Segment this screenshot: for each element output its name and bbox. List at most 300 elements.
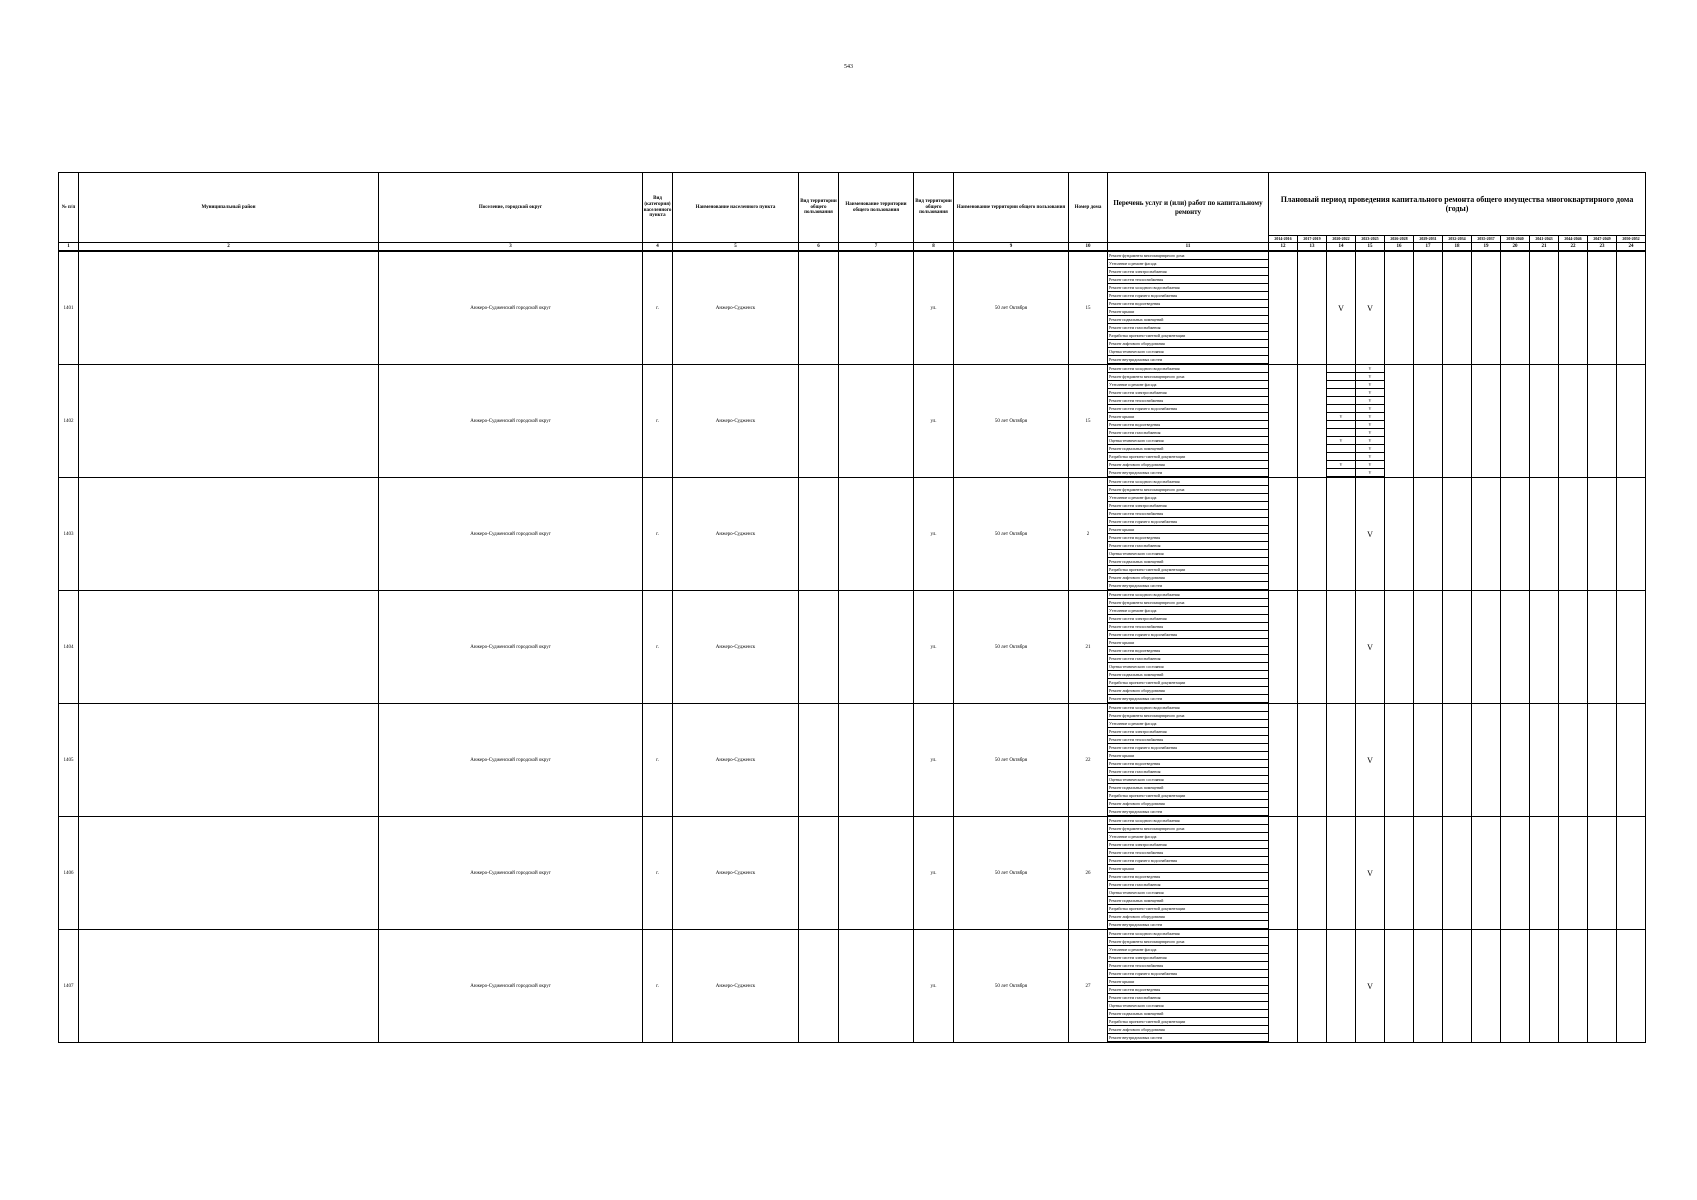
- work-item: Ремонт фундамента многоквартирного дома: [1108, 712, 1268, 720]
- column-number: 20: [1501, 243, 1530, 252]
- street-name-cell: 50 лет Октября: [954, 365, 1069, 478]
- period-mark-cell: [1530, 930, 1559, 1043]
- column-number: 2: [79, 243, 379, 252]
- table-row: [59, 591, 1646, 704]
- period-mark-cell: [1530, 704, 1559, 817]
- locality-name-cell: Анжеро-Судженск: [673, 251, 799, 365]
- territory-kind-cell: [799, 365, 839, 478]
- period-mark-cell: [1414, 591, 1443, 704]
- period-mark-cell: [1443, 365, 1472, 478]
- period-mark-cell: [1414, 365, 1443, 478]
- work-item: Ремонт систем горячего водоснабжения: [1108, 970, 1268, 978]
- work-item: Утепление и ремонт фасада: [1108, 607, 1268, 615]
- house-number-cell: 27: [1069, 930, 1108, 1043]
- work-item: Ремонт внутридомовых систем: [1108, 582, 1268, 590]
- period-mark: V: [1327, 437, 1355, 445]
- work-item: Ремонт крыши: [1108, 526, 1268, 534]
- work-item: Разработка проектно-сметной документации: [1108, 332, 1268, 340]
- house-number-cell: 22: [1069, 704, 1108, 817]
- work-item: Ремонт подвальных помещений: [1108, 897, 1268, 905]
- district-cell: [79, 930, 379, 1043]
- street-kind-cell: ул.: [914, 704, 954, 817]
- work-item: Ремонт систем водоотведения: [1108, 300, 1268, 308]
- period-mark-cell: [1298, 591, 1327, 704]
- work-item: Ремонт систем водоотведения: [1108, 986, 1268, 994]
- table-body: [59, 251, 1646, 1043]
- column-number: 14: [1327, 243, 1356, 252]
- work-item: Ремонт лифтового оборудования: [1108, 340, 1268, 348]
- settlement-cell: Анжеро-Судженский городской округ: [379, 251, 643, 365]
- work-item: Ремонт систем холодного водоснабжения: [1108, 704, 1268, 712]
- work-item: Ремонт подвальных помещений: [1108, 1010, 1268, 1018]
- street-name-cell: 50 лет Октября: [954, 704, 1069, 817]
- period-mark: V: [1356, 437, 1384, 445]
- column-number: 23: [1588, 243, 1617, 252]
- header-works-list: Перечень услуг и (или) работ по капитальному ремонту: [1108, 173, 1269, 243]
- work-item: Ремонт систем водоотведения: [1108, 421, 1268, 429]
- column-number: 3: [379, 243, 643, 252]
- work-item: Ремонт систем водоотведения: [1108, 534, 1268, 542]
- work-item: Ремонт систем горячего водоснабжения: [1108, 744, 1268, 752]
- territory-kind-cell: [799, 591, 839, 704]
- work-item: Ремонт систем теплоснабжения: [1108, 510, 1268, 518]
- period-mark-cell: [1414, 251, 1443, 365]
- period-mark: V: [1327, 413, 1355, 421]
- period-mark-cell: [1617, 478, 1646, 591]
- period-mark-cell: [1472, 817, 1501, 930]
- house-number-cell: 26: [1069, 817, 1108, 930]
- settlement-cell: Анжеро-Судженский городской округ: [379, 930, 643, 1043]
- work-item: Ремонт лифтового оборудования: [1108, 800, 1268, 808]
- table-row: [59, 704, 1646, 817]
- period-mark-cell: [1298, 817, 1327, 930]
- period-mark-list: [1356, 365, 1385, 478]
- house-number-cell: 21: [1069, 591, 1108, 704]
- period-mark-cell: [1588, 365, 1617, 478]
- period-header: 2032-2034: [1443, 236, 1472, 243]
- table-row: [59, 930, 1646, 1043]
- locality-kind-cell: г.: [643, 251, 673, 365]
- period-mark: V: [1356, 461, 1384, 469]
- work-item: Ремонт лифтового оборудования: [1108, 687, 1268, 695]
- work-item: Оценка технического состояния: [1108, 663, 1268, 671]
- work-item: Ремонт систем холодного водоснабжения: [1108, 930, 1268, 938]
- district-cell: [79, 704, 379, 817]
- period-header: 2038-2040: [1501, 236, 1530, 243]
- period-mark-cell: [1385, 930, 1414, 1043]
- period-mark-cell: [1327, 591, 1356, 704]
- period-header: 2050-2052: [1617, 236, 1646, 243]
- work-item: Утепление и ремонт фасада: [1108, 260, 1268, 268]
- row-number: 1405: [59, 704, 79, 817]
- period-mark-cell: [1559, 365, 1588, 478]
- work-item: Утепление и ремонт фасада: [1108, 381, 1268, 389]
- work-item: Ремонт систем холодного водоснабжения: [1108, 365, 1268, 373]
- column-number: 16: [1385, 243, 1414, 252]
- territory-kind-cell: [799, 251, 839, 365]
- works-list-cell: [1108, 591, 1269, 704]
- header-territory-name-1: Наименование территории общего пользования: [839, 173, 914, 243]
- work-item: Ремонт систем теплоснабжения: [1108, 397, 1268, 405]
- work-item: Ремонт систем горячего водоснабжения: [1108, 405, 1268, 413]
- column-number: 12: [1269, 243, 1298, 252]
- period-mark-cell: [1327, 704, 1356, 817]
- period-mark-cell: [1530, 365, 1559, 478]
- column-number-row: [59, 243, 1646, 252]
- street-kind-cell: ул.: [914, 930, 954, 1043]
- column-number: 5: [673, 243, 799, 252]
- work-item: Ремонт фундамента многоквартирного дома: [1108, 373, 1268, 381]
- work-item: Ремонт фундамента многоквартирного дома: [1108, 938, 1268, 946]
- column-number: 1: [59, 243, 79, 252]
- period-mark-cell: [1559, 704, 1588, 817]
- work-item: Утепление и ремонт фасада: [1108, 946, 1268, 954]
- work-item: Ремонт внутридомовых систем: [1108, 356, 1268, 364]
- period-mark-cell: [1530, 251, 1559, 365]
- period-mark-cell: [1385, 704, 1414, 817]
- work-item: Ремонт крыши: [1108, 639, 1268, 647]
- period-mark: V: [1327, 461, 1355, 469]
- work-item: Ремонт систем теплоснабжения: [1108, 736, 1268, 744]
- locality-name-cell: Анжеро-Судженск: [673, 704, 799, 817]
- period-mark-cell: [1559, 591, 1588, 704]
- work-item: Ремонт систем электроснабжения: [1108, 954, 1268, 962]
- period-mark-cell: [1559, 930, 1588, 1043]
- column-number: 18: [1443, 243, 1472, 252]
- locality-kind-cell: г.: [643, 591, 673, 704]
- period-header: 2014-2016: [1269, 236, 1298, 243]
- works-list-cell: [1108, 817, 1269, 930]
- work-item: Ремонт систем горячего водоснабжения: [1108, 631, 1268, 639]
- period-mark-cell: [1588, 930, 1617, 1043]
- period-mark-cell: V: [1356, 478, 1385, 591]
- locality-name-cell: Анжеро-Судженск: [673, 817, 799, 930]
- period-mark: [1327, 429, 1355, 437]
- works-list-cell: [1108, 930, 1269, 1043]
- district-cell: [79, 365, 379, 478]
- column-number: 7: [839, 243, 914, 252]
- header-locality-kind: Вид (категория) населенного пункта: [643, 173, 673, 243]
- street-kind-cell: ул.: [914, 365, 954, 478]
- works-list-cell: [1108, 478, 1269, 591]
- work-item: Разработка проектно-сметной документации: [1108, 679, 1268, 687]
- work-item: Ремонт крыши: [1108, 865, 1268, 873]
- period-mark-cell: [1588, 478, 1617, 591]
- work-item: Ремонт лифтового оборудования: [1108, 461, 1268, 469]
- period-mark: [1327, 469, 1355, 477]
- period-mark-cell: [1414, 817, 1443, 930]
- period-mark-cell: [1530, 478, 1559, 591]
- period-mark: V: [1356, 413, 1384, 421]
- period-header: 2044-2046: [1559, 236, 1588, 243]
- period-mark-cell: [1472, 365, 1501, 478]
- period-header: 2047-2049: [1588, 236, 1617, 243]
- work-item: Ремонт крыши: [1108, 308, 1268, 316]
- work-item: Оценка технического состояния: [1108, 348, 1268, 356]
- period-mark-cell: [1472, 478, 1501, 591]
- period-mark: [1327, 453, 1355, 461]
- work-item: Ремонт внутридомовых систем: [1108, 469, 1268, 477]
- period-mark-cell: [1269, 817, 1298, 930]
- period-mark-cell: [1501, 251, 1530, 365]
- row-number: 1402: [59, 365, 79, 478]
- header-planned-period: Плановый период проведения капитального ремонта общего имущества многоквартирного дома (годы): [1269, 173, 1646, 236]
- work-item: Ремонт подвальных помещений: [1108, 784, 1268, 792]
- work-item: Ремонт подвальных помещений: [1108, 671, 1268, 679]
- work-item: Ремонт систем газоснабжения: [1108, 881, 1268, 889]
- work-item: Ремонт внутридомовых систем: [1108, 1034, 1268, 1042]
- period-mark-cell: [1327, 817, 1356, 930]
- territory-name-cell: [839, 704, 914, 817]
- work-item: Ремонт систем газоснабжения: [1108, 324, 1268, 332]
- table-row: [59, 365, 1646, 478]
- row-number: 1406: [59, 817, 79, 930]
- work-item: Ремонт систем газоснабжения: [1108, 768, 1268, 776]
- header-num: № п/п: [59, 173, 79, 243]
- territory-kind-cell: [799, 817, 839, 930]
- period-mark-cell: [1269, 251, 1298, 365]
- period-mark-cell: [1443, 704, 1472, 817]
- work-item: Ремонт систем теплоснабжения: [1108, 962, 1268, 970]
- street-kind-cell: ул.: [914, 478, 954, 591]
- works-list-cell: [1108, 704, 1269, 817]
- header-territory-name-2: Наименование территории общего пользования: [954, 173, 1069, 243]
- period-header: 2026-2028: [1385, 236, 1414, 243]
- period-mark-cell: [1472, 704, 1501, 817]
- period-mark-cell: [1443, 478, 1472, 591]
- work-item: Ремонт внутридомовых систем: [1108, 695, 1268, 703]
- work-item: Ремонт систем водоотведения: [1108, 760, 1268, 768]
- house-number-cell: 15: [1069, 365, 1108, 478]
- work-item: Утепление и ремонт фасада: [1108, 833, 1268, 841]
- period-mark-cell: [1617, 817, 1646, 930]
- work-item: Разработка проектно-сметной документации: [1108, 566, 1268, 574]
- work-item: Разработка проектно-сметной документации: [1108, 905, 1268, 913]
- territory-kind-cell: [799, 478, 839, 591]
- period-mark-cell: [1501, 365, 1530, 478]
- district-cell: [79, 251, 379, 365]
- column-number: 13: [1298, 243, 1327, 252]
- work-item: Ремонт систем электроснабжения: [1108, 389, 1268, 397]
- work-item: Ремонт систем горячего водоснабжения: [1108, 857, 1268, 865]
- work-item: Ремонт систем горячего водоснабжения: [1108, 292, 1268, 300]
- work-item: Ремонт систем водоотведения: [1108, 873, 1268, 881]
- work-item: Оценка технического состояния: [1108, 437, 1268, 445]
- header-row: [59, 173, 1646, 236]
- street-name-cell: 50 лет Октября: [954, 478, 1069, 591]
- street-kind-cell: ул.: [914, 817, 954, 930]
- period-mark: V: [1356, 453, 1384, 461]
- work-item: Ремонт крыши: [1108, 978, 1268, 986]
- table-row: [59, 817, 1646, 930]
- work-item: Ремонт систем теплоснабжения: [1108, 849, 1268, 857]
- column-number: 10: [1069, 243, 1108, 252]
- work-item: Ремонт систем электроснабжения: [1108, 268, 1268, 276]
- works-list-cell: [1108, 365, 1269, 478]
- period-mark-cell: [1617, 591, 1646, 704]
- column-number: 6: [799, 243, 839, 252]
- settlement-cell: Анжеро-Судженский городской округ: [379, 704, 643, 817]
- territory-name-cell: [839, 930, 914, 1043]
- work-item: Ремонт систем электроснабжения: [1108, 728, 1268, 736]
- period-mark: [1327, 381, 1355, 389]
- district-cell: [79, 817, 379, 930]
- period-mark-list: [1327, 365, 1356, 478]
- period-mark: V: [1356, 365, 1384, 373]
- territory-name-cell: [839, 365, 914, 478]
- period-mark-cell: [1617, 251, 1646, 365]
- work-item: Ремонт систем теплоснабжения: [1108, 276, 1268, 284]
- work-item: Ремонт подвальных помещений: [1108, 445, 1268, 453]
- period-mark: [1327, 373, 1355, 381]
- street-name-cell: 50 лет Октября: [954, 591, 1069, 704]
- district-cell: [79, 478, 379, 591]
- locality-kind-cell: г.: [643, 930, 673, 1043]
- work-item: Ремонт систем водоотведения: [1108, 647, 1268, 655]
- period-mark: V: [1356, 445, 1384, 453]
- period-mark-cell: [1472, 930, 1501, 1043]
- period-header: 2020-2022: [1327, 236, 1356, 243]
- period-mark-cell: [1472, 251, 1501, 365]
- work-item: Ремонт систем газоснабжения: [1108, 994, 1268, 1002]
- period-mark: V: [1356, 397, 1384, 405]
- period-mark-cell: [1385, 251, 1414, 365]
- capital-repair-table: [58, 172, 1646, 1043]
- work-item: Ремонт крыши: [1108, 752, 1268, 760]
- column-number: 17: [1414, 243, 1443, 252]
- column-number: 19: [1472, 243, 1501, 252]
- period-header: 2029-2031: [1414, 236, 1443, 243]
- locality-name-cell: Анжеро-Судженск: [673, 478, 799, 591]
- row-number: 1403: [59, 478, 79, 591]
- period-mark-cell: [1588, 251, 1617, 365]
- period-mark: [1327, 389, 1355, 397]
- row-number: 1401: [59, 251, 79, 365]
- work-item: Ремонт систем электроснабжения: [1108, 841, 1268, 849]
- period-mark: V: [1356, 405, 1384, 413]
- row-number: 1407: [59, 930, 79, 1043]
- work-item: Ремонт лифтового оборудования: [1108, 574, 1268, 582]
- period-mark: V: [1356, 381, 1384, 389]
- work-item: Ремонт фундамента многоквартирного дома: [1108, 486, 1268, 494]
- work-item: Утепление и ремонт фасада: [1108, 720, 1268, 728]
- work-item: Ремонт систем холодного водоснабжения: [1108, 478, 1268, 486]
- work-item: Ремонт крыши: [1108, 413, 1268, 421]
- work-item: Ремонт подвальных помещений: [1108, 558, 1268, 566]
- period-mark-cell: [1385, 817, 1414, 930]
- work-item: Ремонт систем электроснабжения: [1108, 502, 1268, 510]
- period-mark: V: [1356, 429, 1384, 437]
- work-item: Разработка проектно-сметной документации: [1108, 453, 1268, 461]
- work-item: Ремонт лифтового оборудования: [1108, 1026, 1268, 1034]
- locality-kind-cell: г.: [643, 478, 673, 591]
- territory-kind-cell: [799, 930, 839, 1043]
- settlement-cell: Анжеро-Судженский городской округ: [379, 365, 643, 478]
- period-mark-cell: [1501, 591, 1530, 704]
- territory-name-cell: [839, 591, 914, 704]
- period-mark-cell: [1327, 478, 1356, 591]
- period-mark-cell: [1530, 817, 1559, 930]
- header-territory-kind-2: Вид территории общего пользования: [914, 173, 954, 243]
- period-mark-cell: [1298, 930, 1327, 1043]
- locality-name-cell: Анжеро-Судженск: [673, 930, 799, 1043]
- period-header: 2017-2019: [1298, 236, 1327, 243]
- period-mark-cell: [1269, 704, 1298, 817]
- period-mark: [1327, 421, 1355, 429]
- period-mark-cell: V: [1356, 251, 1385, 365]
- period-mark-cell: [1559, 251, 1588, 365]
- work-item: Оценка технического состояния: [1108, 1002, 1268, 1010]
- column-number: 15: [1356, 243, 1385, 252]
- period-mark-cell: [1298, 478, 1327, 591]
- work-item: Ремонт систем теплоснабжения: [1108, 623, 1268, 631]
- work-item: Ремонт внутридомовых систем: [1108, 921, 1268, 929]
- period-mark-cell: V: [1356, 817, 1385, 930]
- period-mark-cell: [1414, 930, 1443, 1043]
- period-mark: V: [1356, 389, 1384, 397]
- row-number: 1404: [59, 591, 79, 704]
- period-mark: [1327, 397, 1355, 405]
- street-kind-cell: ул.: [914, 591, 954, 704]
- period-mark-cell: [1385, 591, 1414, 704]
- period-header: 2035-2037: [1472, 236, 1501, 243]
- header-territory-kind-1: Вид территории общего пользования: [799, 173, 839, 243]
- works-list-cell: [1108, 251, 1269, 365]
- territory-name-cell: [839, 478, 914, 591]
- period-mark-cell: V: [1356, 930, 1385, 1043]
- work-item: Оценка технического состояния: [1108, 776, 1268, 784]
- street-name-cell: 50 лет Октября: [954, 251, 1069, 365]
- table-row: [59, 478, 1646, 591]
- period-mark-cell: [1617, 930, 1646, 1043]
- header-locality-name: Наименование населенного пункта: [673, 173, 799, 243]
- work-item: Утепление и ремонт фасада: [1108, 494, 1268, 502]
- work-item: Ремонт фундамента многоквартирного дома: [1108, 252, 1268, 260]
- period-mark-cell: [1559, 478, 1588, 591]
- column-number: 4: [643, 243, 673, 252]
- period-mark-cell: V: [1327, 251, 1356, 365]
- house-number-cell: 2: [1069, 478, 1108, 591]
- period-header: 2041-2043: [1530, 236, 1559, 243]
- work-item: Ремонт систем газоснабжения: [1108, 542, 1268, 550]
- period-mark-cell: [1443, 930, 1472, 1043]
- period-mark: [1327, 365, 1355, 373]
- column-number: 8: [914, 243, 954, 252]
- work-item: Ремонт подвальных помещений: [1108, 316, 1268, 324]
- period-mark-cell: [1298, 365, 1327, 478]
- period-mark-cell: [1327, 930, 1356, 1043]
- period-mark-cell: [1617, 704, 1646, 817]
- work-item: Ремонт внутридомовых систем: [1108, 808, 1268, 816]
- period-mark-cell: [1501, 478, 1530, 591]
- column-number: 21: [1530, 243, 1559, 252]
- header-settlement: Поселение, городской округ: [379, 173, 643, 243]
- work-item: Ремонт систем горячего водоснабжения: [1108, 518, 1268, 526]
- work-item: Ремонт систем холодного водоснабжения: [1108, 591, 1268, 599]
- period-mark-cell: [1443, 817, 1472, 930]
- work-item: Ремонт фундамента многоквартирного дома: [1108, 599, 1268, 607]
- period-mark-cell: [1443, 251, 1472, 365]
- column-number: 22: [1559, 243, 1588, 252]
- period-mark-cell: [1588, 817, 1617, 930]
- period-mark-cell: [1414, 478, 1443, 591]
- street-name-cell: 50 лет Октября: [954, 930, 1069, 1043]
- work-item: Ремонт фундамента многоквартирного дома: [1108, 825, 1268, 833]
- work-item: Ремонт систем холодного водоснабжения: [1108, 284, 1268, 292]
- period-mark: [1327, 405, 1355, 413]
- work-item: Ремонт систем газоснабжения: [1108, 429, 1268, 437]
- work-item: Ремонт систем электроснабжения: [1108, 615, 1268, 623]
